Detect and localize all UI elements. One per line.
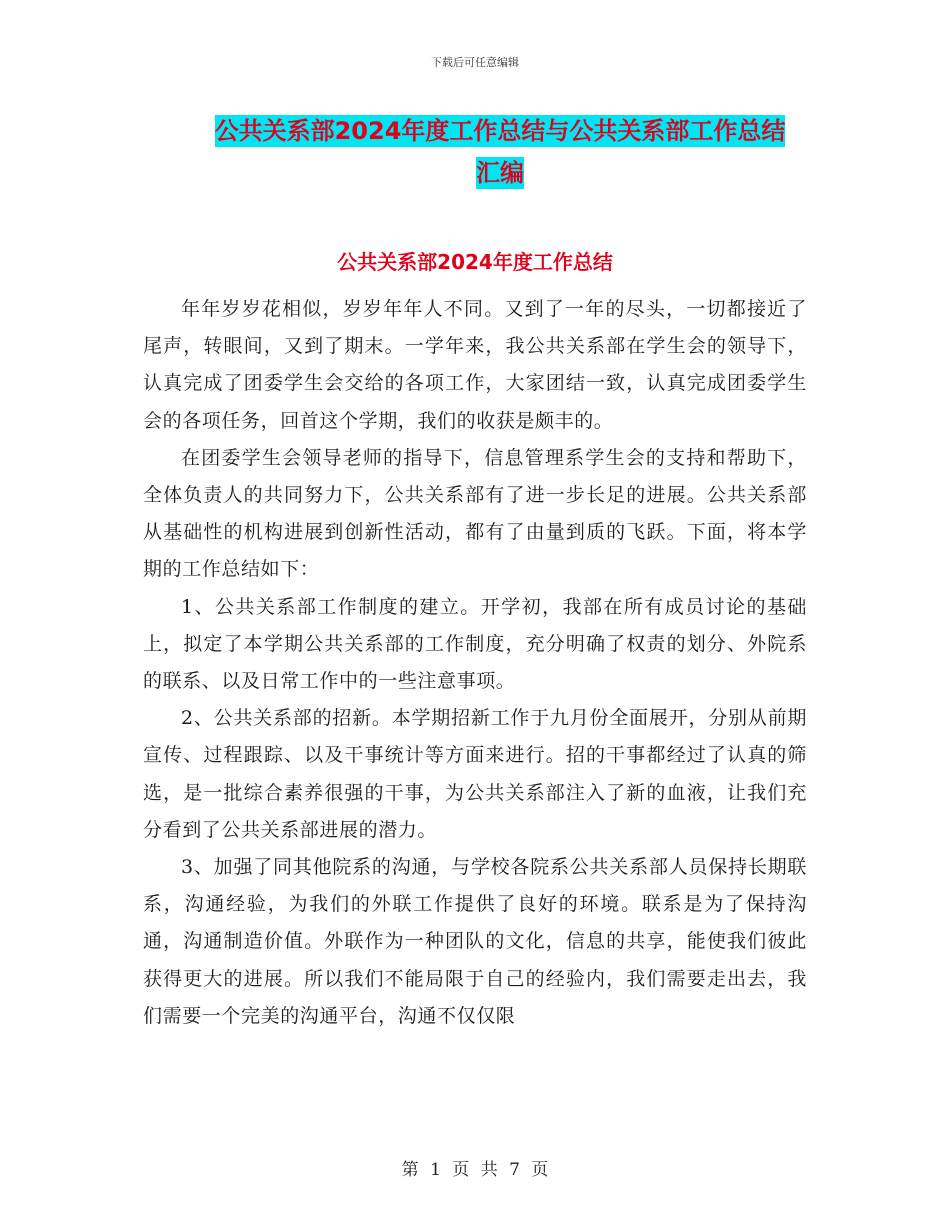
paragraph: 年年岁岁花相似，岁岁年年人不同。又到了一年的尽头，一切都接近了尾声，转眼间，又到了期末。一学年来，我公共关系部在学生会的领导下，认真完成了团委学生会交给的各项工作，大家团结一致，认真完成团委学生会的各项任务，回首这个学期，我们的收获是颇丰的。: [143, 298, 807, 432]
paragraph: 2、公共关系部的招新。本学期招新工作于九月份全面展开，分别从前期宣传、过程跟踪、以及干事统计等方面来进行。招的干事都经过了认真的筛选，是一批综合素养很强的干事，为公共关系部注入了新的血液，让我们充分看到了公共关系部进展的潜力。: [143, 707, 807, 841]
document-title: [150, 110, 850, 194]
paragraph: 在团委学生会领导老师的指导下，信息管理系学生会的支持和帮助下，全体负责人的共同努力下，公共关系部有了进一步长足的进展。公共关系部从基础性的机构进展到创新性活动，都有了由量到质的飞跃。下面，将本学期的工作总结如下：: [143, 446, 807, 581]
paragraph: 1、公共关系部工作制度的建立。开学初，我部在所有成员讨论的基础上，拟定了本学期公共关系部的工作制度，充分明确了权责的划分、外院系的联系、以及日常工作中的一些注意事项。: [143, 595, 807, 693]
page-footer: 第 1 页 共 7 页: [401, 1160, 549, 1180]
document-title-line-1: 公共关系部2024年度工作总结与公共关系部工作总结: [214, 117, 786, 145]
paragraph: 3、加强了同其他院系的沟通，与学校各院系公共关系部人员保持长期联系，沟通经验，为我们的外联工作提供了良好的环境。联系是为了保持沟通，沟通制造价值。外联作为一种团队的文化，信息的共享，能使我们彼此获得更大的进展。所以我们不能局限于自己的经验内，我们需要走出去，我们需要一个完美的沟通平台，沟通不仅仅限: [143, 856, 807, 1027]
document-title-line-2: 汇编: [476, 159, 524, 187]
body-text: [143, 291, 807, 1035]
section-title: 公共关系部2024年度工作总结: [337, 250, 613, 274]
header-note: 下载后可任意编辑: [431, 56, 519, 69]
